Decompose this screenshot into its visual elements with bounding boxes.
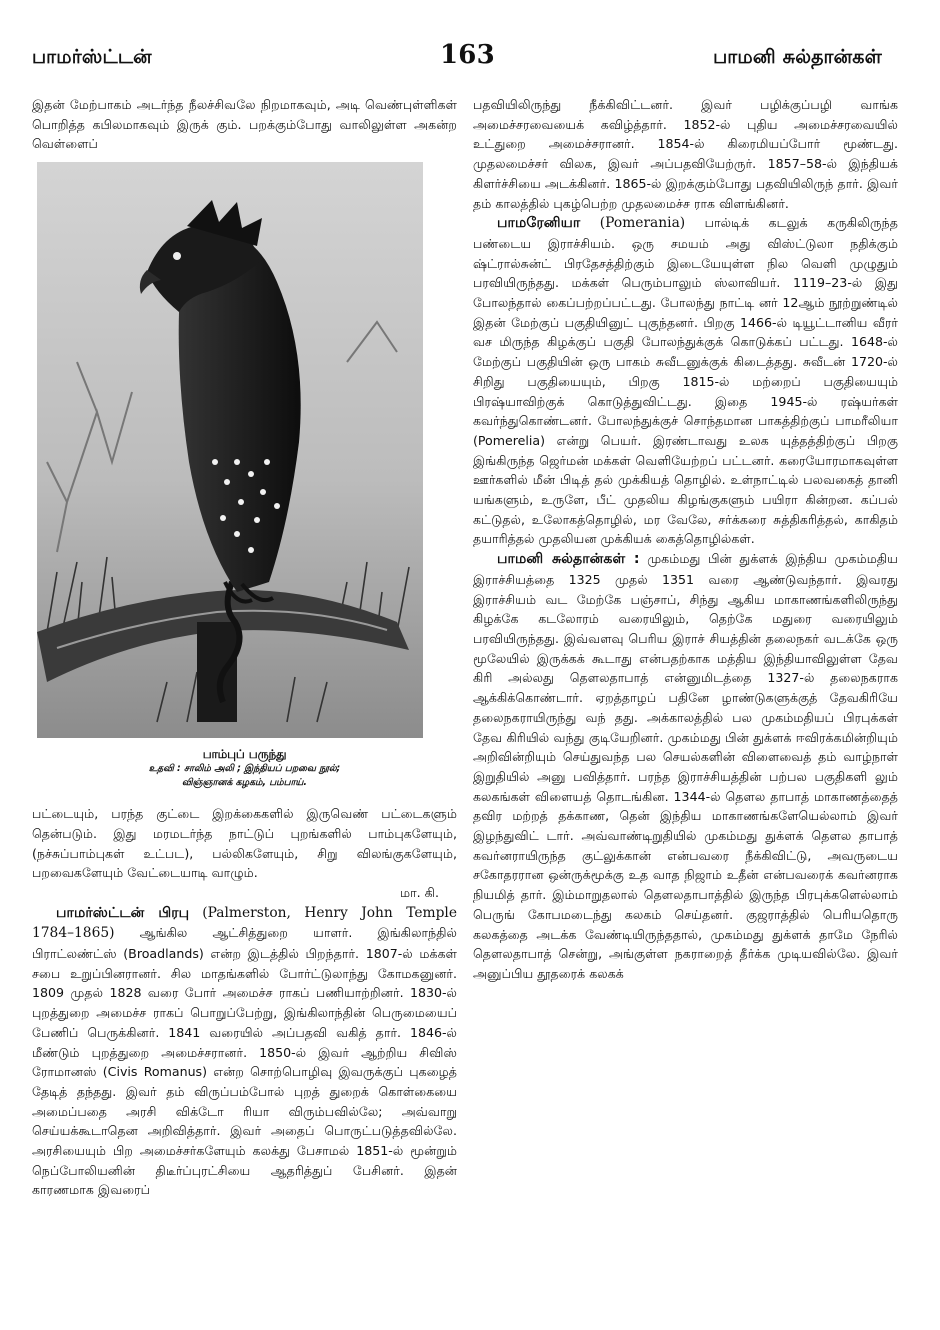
page-number: 163 [440, 40, 495, 70]
eagle-entry-text-start: இதன் மேற்பாகம் அடர்ந்த நீலச்சிவலே நிறமாகவும், அடி வெண்புள்ளிகள் பொறித்த கபிலமாகவும் இருக் கும். பறக்கும்போது வாலிலுள்ள அகன்ற வெள்ளைப் [32, 97, 457, 152]
entry-palmerston-body: ஆங்கில ஆட்சித்துறை யாளர். இங்கிலாந்தில் பிராட்லண்ட்ஸ் (Broadlands) என்ற இடத்தில் பிறந்தார். 1807-ல் மக்கள் சபை உறுப்பினரானர். சில மாதங்களில் போர்ட்டுலாந்து கோமகனுனர். 1809 முதல் 1828 வரை போர் அமைச்ச ராகப் பணியாற்றினர். 1830-ல் புறத்துறை அமைச்ச ராகப் பொறுப்பேற்று, இங்கிலாந்தின் பெருமையைப் பேணிப் பெருக்கினர். 1841 வரையில் அப்பதவி வகித் தார். 1846-ல் மீண்டும் புறத்துறை அமைச்சரானர். 1850-ல் இவர் ஆற்றிய சிவிஸ் ரோமானஸ் (Civis Romanus) என்ற சொற்பொழிவு இவருக்குப் புகழைத் தேடித் தந்தது. இவர் தம் விருப்பம்போல் புறத் துறைக் கொள்கையை அமைப்பதை அரசி விக்டோ ரியா விரும்பவில்லே; அவ்வாறு செய்யக்கூடாதென அறிவித்தார். இவர் அதைப் பொருட்படுத்தவில்லே. அரசியையும் பிற அமைச்சர்களேயும் கலக்து பேசாமல் 1851-ல் மூன்றும் நெப்போலியனின் திடீர்ப்புரட்சியை ஆதரித்துப் பேசினர். இதன் காரணமாக இவரைப் [32, 925, 457, 1198]
left-column [32, 95, 457, 1200]
entry-palmerston [32, 903, 457, 1201]
crested-serpent-eagle-illustration [37, 162, 423, 738]
headword-pomerania: பாமரேனியா [497, 215, 581, 232]
eagle-eye [173, 252, 181, 260]
figure-credit-line-2: விஞ்ஞானக் கழகம், பம்பாய். [182, 777, 307, 789]
eagle-entry-text-end: பட்டையும், பரந்த குட்டை இறக்கைகளில் இருவெண் பட்டைகளும் தென்படும். இது மரமடர்ந்த நாட்டுப் புறங்களில் பாம்புகளேயும், (நச்சுப்பாம்புகள் உட்பட), பல்லிகளேயும், சிறு விலங்குகளேயும், பறவைகளேயும் வேட்டையாடி வாழும். [32, 806, 457, 881]
entry-bahmani-body: முகம்மது பின் துக்ளக் இந்திய முகம்மதிய இராச்சியத்தை 1325 முதல் 1351 வரை ஆண்டுவந்தார். இவரது இராச்சியம் வட மேற்கே பஞ்சாப், சிந்து ஆகிய மாகாணங்களிலிருந்து கிழக்கே கடலோரம் வரையிலும், தெற்கே மதுரை வரையிலும் பரவியிருந்தது. இவ்வளவு பெரிய இராச் சியத்தின் தலைநகர் வடக்கே ஒரு மூலேயில் இருக்கக் கூடாது என்பதற்காக மத்திய இந்தியாவிலுள்ள தேவ கிரி அல்லது தௌலதாபாத் என்னுமிடத்தை 1327-ல் தலைநகராக ஆக்கிக்கொண்டார். ஏறத்தாழப் பதினே ழாண்டுகளுக்குத் தேவகிரியே தலைநகராயிருந்து வந் தது. அக்காலத்தில் பல முகம்மதியப் பிரபுக்கள் தேவ கிரியில் வந்து குடியேறினர். முகம்மது பின் துக்ளக் ஈவிரக்கமின்றியும் அறிவின்றியும் செய்துவந்த பல செயல்களின் விளைவைத் தம் வாழ்நாள் இறுதியில் அனு பவித்தார். பரந்த இராச்சியத்தின் பற்பல பகுதிகளி லும் கலகங்கள் விளையத் தொடங்கின. 1344-ல் தௌல தாபாத் மாகாணத்தைத் தவிர மற்றத் தக்காண, தென் இந்திய மாகாணங்களேயெல்லாம் இவர் இழந்துவிட் டார். அவ்வாண்டிறுதியில் முகம்மது துக்ளக் தௌல தாபாத் கவர்னராயிருந்த குட்லுக்கான் என்பவரை நீக்கிவிட்டு, அவருடைய சகோதரரான ஒன்ருக்மூக்கு உத வாத நிஜாம் உதீன் என்பவரைக் கவர்னராக நியமித் தார். இம்மாறுதலால் தௌலதாபாத்தில் இருந்த பிரபுக்களெல்லாம் பெருங் கோபமடைந்து கலகம் செய்தனர். குஜராத்தில் பெரியதொரு கலகத்தை அடக்க வேண்டியிருந்ததால், முகம்மது துக்ளக் தாமே நேரில் தௌலதாபாத் சென்று, அங்குள்ள நகராறைத் தீர்க்க முடியவில்லே. இவர் அனுப்பிய தூதரைக் கலகக் [473, 551, 898, 981]
right-column [473, 95, 898, 984]
entry-bahmani [473, 549, 898, 983]
running-header-left: பாமர்ஸ்ட்டன் [32, 46, 152, 68]
entry-pomerania [473, 213, 898, 549]
tree-stump [197, 622, 237, 722]
running-header-right: பாமனி சுல்தான்கள் [713, 46, 882, 68]
headword-bahmani: பாமனி சுல்தான்கள் : [497, 551, 640, 568]
headword-palmerston-roman: (Palmerston, Henry John Temple 1784–1865) [32, 904, 457, 942]
figure-caption: பாம்புப் பருந்து [202, 747, 287, 762]
figure-credit-line-1: உதவி : சாலிம் அலி ; இந்தியப் பறவை நூல்; [148, 763, 341, 775]
headword-palmerston: பாமர்ஸ்ட்டன் பிரபு [56, 904, 190, 921]
eagle-figure [36, 162, 453, 790]
entry-pomerania-body: பால்டிக் கடலுக் கருகிலிருந்த பண்டைய இராச்சியம். ஒரு சமயம் அது விஸ்ட்டுலா நதிக்கும் ஷ்ட்ரால்சுன்ட் பிரதேசத்திற்கும் இடையேயுள்ள நில வெளி முழுதும் பரவியிருந்தது. மக்கள் பெரும்பாலும் ஸ்லாவியர். 1119–23-ல் இது போலந்தால் கைப்பற்றப்பட்டது. போலந்து நாட்டி னர் 12ஆம் நூற்றுண்டில் இதன் மேற்குப் பகுதியினுட் புகுந்தனர். பிறகு 1466-ல் டியூட்டானிய வீரர் வச மிருந்த கிழக்குப் பகுதி போலந்துக்குக் கொடுக்கப் பட்டது. 1648-ல் மேற்குப் பகுதியின் ஒரு பாகம் சுவீடனுக்குக் கிடைத்தது. சுவீடன் 1720-ல் சிறிது பகுதியையும், பிறகு 1815-ல் மற்றைப் பகுதியையும் பிரஷ்யாவிற்குக் கொடுத்துவிட்டது. இதை 1945-ல் ரஷ்யர்கள் கவர்ந்துகொண்டனர். போலந்துக்குச் சொந்தமான பாகத்திற்குப் பாமரீலியா (Pomerelia) என்று பெயர். இரண்டாவது உலக யுத்தத்திற்குப் பிறகு இங்கிருந்த ஜெர்மன் மக்கள் வெளியேற்றப் பட்டனர். கரையோரமாகவுள்ள ஊர்களில் மீன் பிடித் தல் முக்கியத் தொழில். உள்நாட்டில் பலவகைத் தானி யங்களும், உருளே, பீட் முதலிய கிழங்குகளும் பயிரா கின்றன. கப்பல் கட்டுதல், உலோகத்தொழில், மர வேலே, சர்க்கரை சுத்திகரித்தல், காகிதம் தயாரித்தல் முதலியன முக்கியக் கைத்தொழில்கள். [473, 215, 898, 547]
palmerston-entry-continued: பதவியிலிருந்து நீக்கிவிட்டனர். இவர் பழிக்குப்பழி வாங்க அமைச்சரவையைக் கவிழ்த்தார். 1852-ல் புதிய அமைச்சரவையில் உட்துறை அமைச்சரானர். 1854-ல் கிரைமியப்போர் மூண்டது. முதலமைச்சர் விலக, இவர் அப்பதவியேற்ருர். 1857–58-ல் இந்தியக் கிளர்ச்சியை அடக்கினர். 1865-ல் இறக்கும்போது பதவியிலிருந் தார். இவர் தம் காலத்தில் புகழ்பெற்ற முதலமைச்ச ராக விளங்கினர். [473, 97, 898, 211]
headword-pomerania-roman: (Pomerania) [599, 215, 686, 232]
author-signature: மா. கி. [399, 884, 439, 900]
